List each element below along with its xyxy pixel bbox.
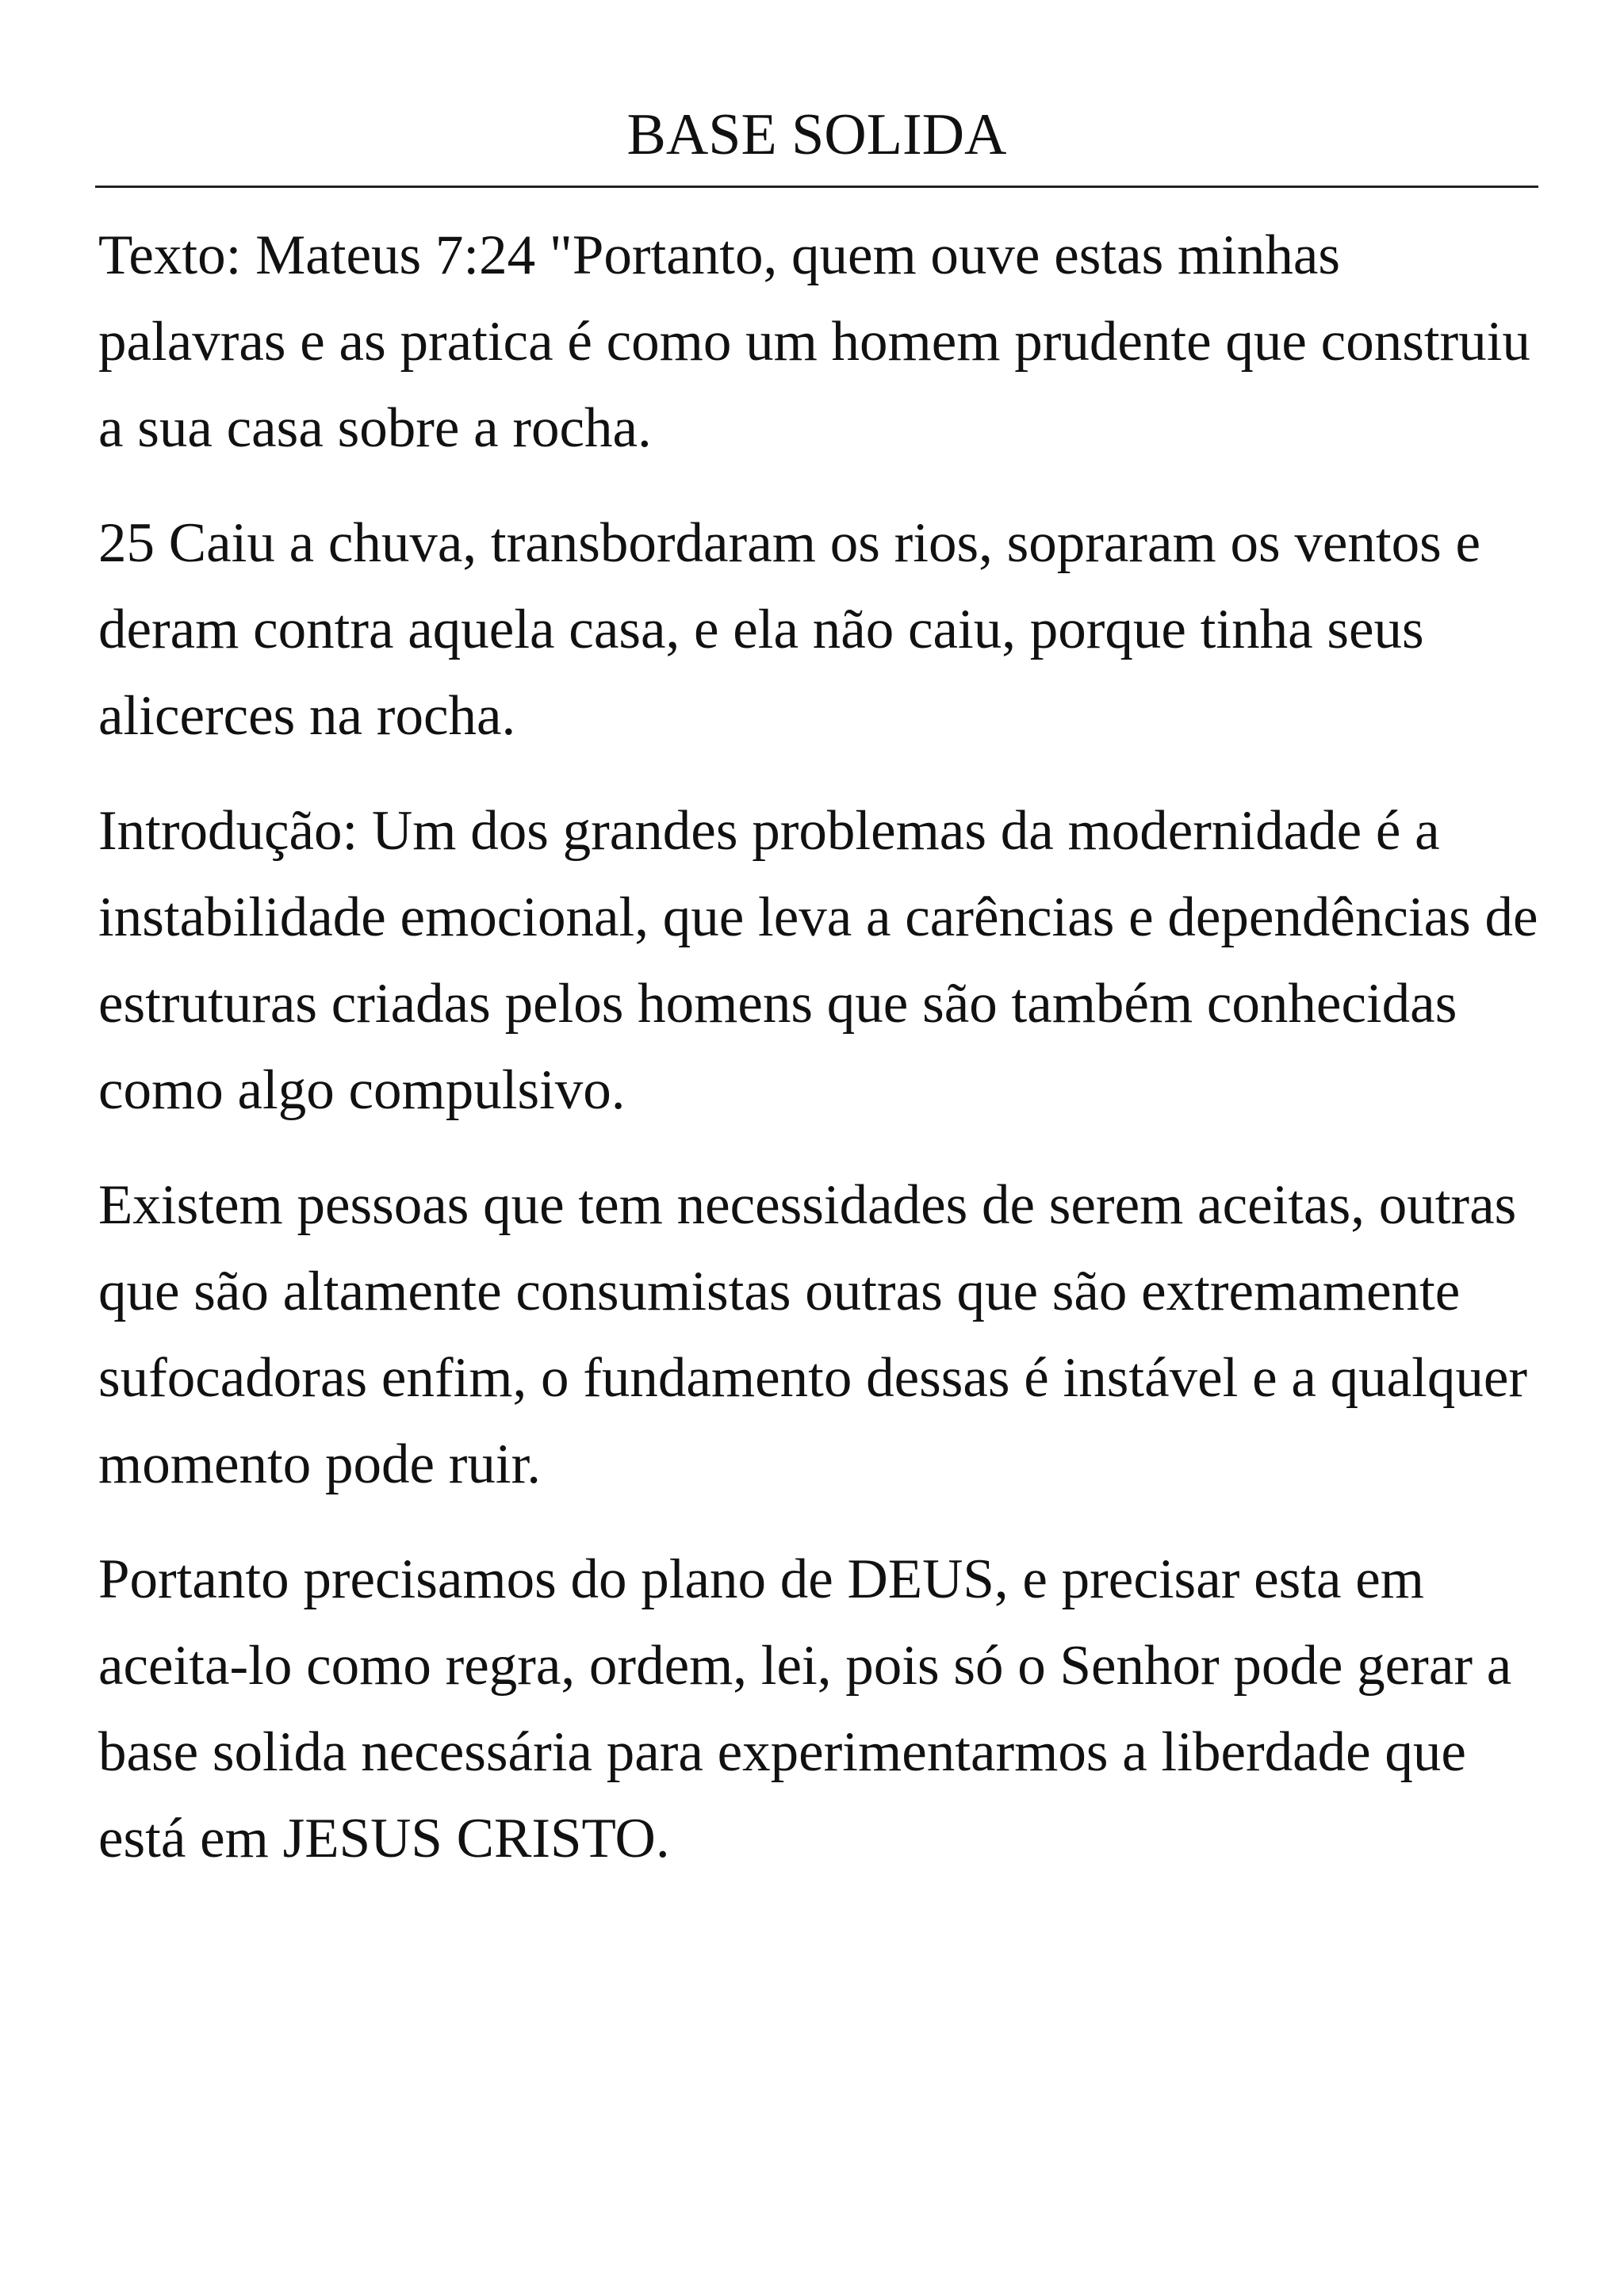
paragraph-verse-25: 25 Caiu a chuva, transbordaram os rios, sopraram os ventos e deram contra aquela casa, e ela não caiu, porque tinha seus alicerces na rocha. — [98, 512, 1481, 747]
title-divider — [95, 186, 1538, 188]
page-title: BASE SOLIDA — [626, 102, 1007, 167]
document-body — [98, 212, 1542, 1911]
paragraph-scripture-text: Texto: Mateus 7:24 "Portanto, quem ouve estas minhas palavras e as pratica é como um homem prudente que construiu a sua casa sobre a rocha. — [98, 224, 1530, 459]
paragraph-conclusion: Portanto precisamos do plano de DEUS, e precisar esta em aceita-lo como regra, ordem, lei, pois só o Senhor pode gerar a base solida necessária para experimentarmos a liberdade que está em JESUS CRISTO. — [98, 1548, 1512, 1869]
paragraph-introduction: Introdução: Um dos grandes problemas da modernidade é a instabilidade emocional, que leva a carências e dependências de estruturas criadas pelos homens que são também conhecidas como algo compulsivo. — [98, 800, 1538, 1121]
paragraph-people-needs: Existem pessoas que tem necessidades de serem aceitas, outras que são altamente consumistas outras que são extremamente sufocadoras enfim, o fundamento dessas é instável e a qualquer momento pode ruir. — [98, 1174, 1528, 1495]
